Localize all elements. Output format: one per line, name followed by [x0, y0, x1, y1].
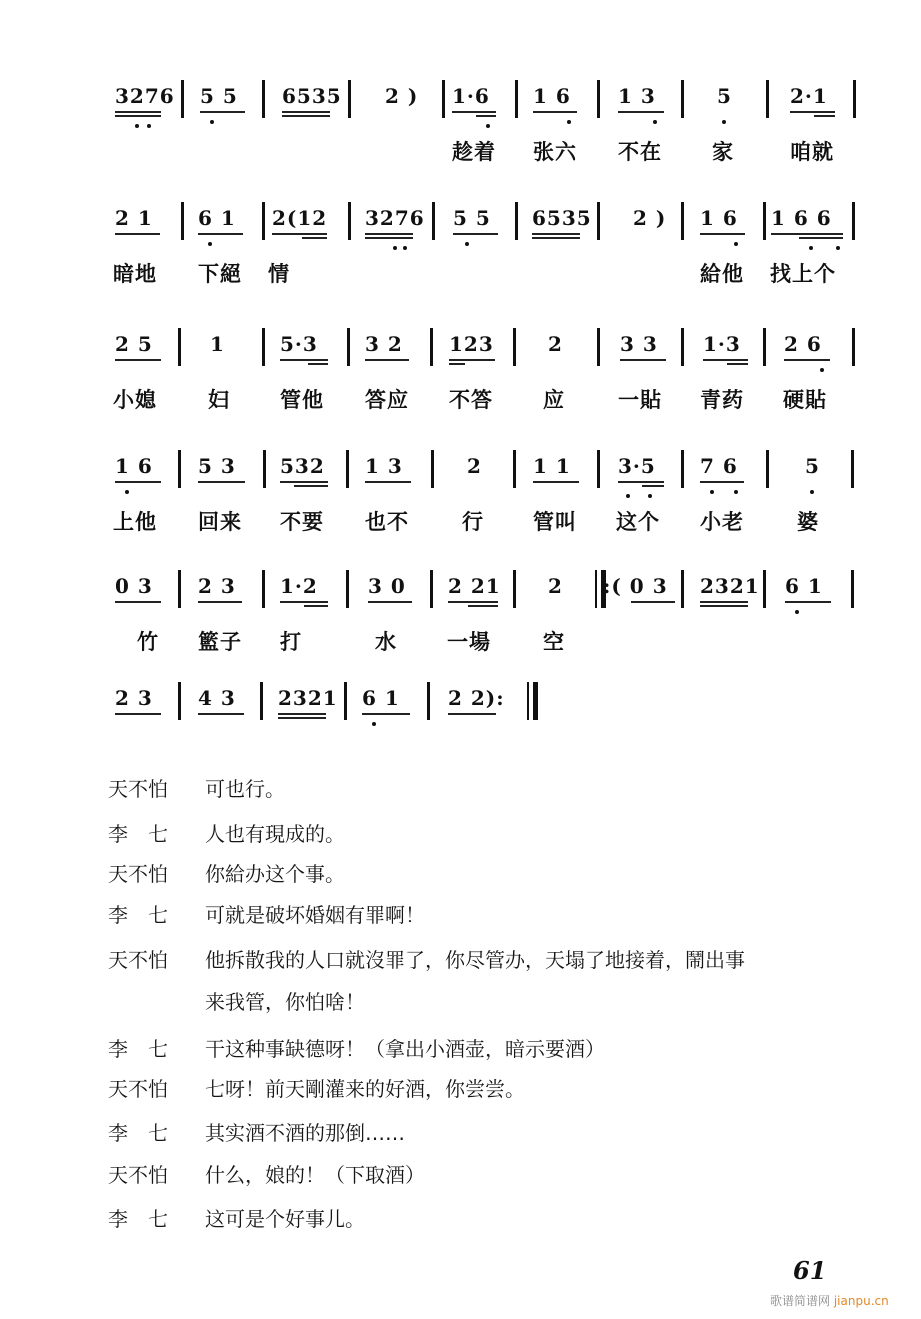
measure-notes: 5·3	[280, 332, 318, 356]
barline	[262, 328, 265, 366]
beam-underline	[700, 481, 744, 483]
beam-underline	[362, 713, 410, 715]
measure-notes: 1·6	[452, 84, 490, 108]
watermark-url: jianpu.cn	[833, 1294, 889, 1308]
measure-notes: 2 2):	[448, 686, 505, 710]
beam-underline	[198, 713, 244, 715]
barline	[852, 328, 855, 366]
measure-notes: 1 6	[115, 454, 153, 478]
lyric: 答应	[365, 388, 409, 412]
barline	[515, 202, 518, 240]
speaker-name: 天不怕	[108, 777, 168, 801]
measure-notes: 6 1	[362, 686, 400, 710]
speaker-name: 天不怕	[108, 1077, 168, 1101]
low-octave-dot	[722, 120, 726, 124]
watermark-text: 歌谱简谱网	[770, 1294, 831, 1308]
barline	[347, 328, 350, 366]
barline	[262, 202, 265, 240]
measure-notes: 2 )	[633, 206, 667, 230]
beam-underline	[198, 481, 245, 483]
beam-underline	[785, 601, 831, 603]
lyric: 也不	[365, 510, 409, 534]
low-octave-dot	[648, 494, 652, 498]
measure-notes: 2 21	[448, 574, 501, 598]
lyric: 回来	[198, 510, 242, 534]
measure-notes: 6535	[282, 84, 342, 108]
lyric: 打	[280, 630, 302, 654]
lyric: 青药	[700, 388, 744, 412]
barline	[344, 682, 347, 720]
speech-text: 干这种事缺德呀！（拿出小酒壶，暗示要酒）	[205, 1037, 605, 1061]
barline	[348, 80, 351, 118]
score-row	[0, 682, 921, 782]
lyric: 管他	[280, 388, 324, 412]
low-octave-dot	[710, 490, 714, 494]
low-octave-dot	[734, 490, 738, 494]
lyric: 竹	[137, 630, 159, 654]
barline	[852, 202, 855, 240]
measure-notes: :( 0 3	[603, 574, 668, 598]
beam-underline	[115, 713, 161, 715]
measure-notes: 532	[280, 454, 325, 478]
beam-underline	[452, 111, 496, 113]
lyric: 情	[268, 262, 290, 286]
measure-notes: 3276	[365, 206, 425, 230]
barline	[178, 682, 181, 720]
beam-underline	[365, 233, 413, 235]
barline	[763, 328, 766, 366]
beam-underline	[532, 233, 580, 235]
beam-underline	[304, 605, 328, 607]
barline	[597, 80, 600, 118]
beam-underline	[115, 481, 161, 483]
measure-notes: 1 3	[618, 84, 656, 108]
lyric: 这个	[616, 510, 660, 534]
beam-underline	[200, 111, 245, 113]
measure-notes: 1 6 6	[771, 206, 832, 230]
barline	[681, 80, 684, 118]
lyric: 咱就	[790, 140, 834, 164]
measure-notes: 3 0	[368, 574, 406, 598]
barline	[442, 80, 445, 118]
measure-notes: 1 1	[533, 454, 571, 478]
beam-underline	[700, 605, 748, 607]
measure-notes: 123	[449, 332, 494, 356]
measure-notes: 2321	[278, 686, 338, 710]
measure-notes: 1·2	[280, 574, 318, 598]
beam-underline	[533, 481, 579, 483]
low-octave-dot	[208, 242, 212, 246]
beam-underline	[115, 111, 161, 113]
barline	[262, 80, 265, 118]
beam-underline	[532, 237, 580, 239]
lyric: 不在	[618, 140, 662, 164]
speech-text: 人也有現成的。	[205, 822, 345, 846]
beam-underline	[282, 111, 330, 113]
low-octave-dot	[486, 124, 490, 128]
barline	[513, 328, 516, 366]
barline	[431, 450, 434, 488]
beam-underline	[453, 233, 498, 235]
low-octave-dot	[372, 722, 376, 726]
beam-underline	[448, 601, 498, 603]
speech-text: 来我管，你怕啥！	[205, 990, 365, 1014]
measure-notes: 2(12	[272, 206, 328, 230]
measure-notes: 3276	[115, 84, 175, 108]
watermark	[770, 1292, 889, 1309]
lyric: 应	[543, 388, 565, 412]
beam-underline	[476, 115, 496, 117]
barline	[178, 450, 181, 488]
lyric: 一場	[447, 630, 491, 654]
beam-underline	[700, 233, 745, 235]
low-octave-dot	[465, 242, 469, 246]
low-octave-dot	[403, 246, 407, 250]
measure-notes: 2	[467, 454, 482, 478]
low-octave-dot	[125, 490, 129, 494]
low-octave-dot	[147, 124, 151, 128]
speech-text: 可就是破坏婚姻有罪啊！	[205, 903, 425, 927]
beam-underline	[280, 359, 328, 361]
lyric: 婆	[797, 510, 819, 534]
measure-notes: 2	[548, 332, 563, 356]
repeat-start-barline	[595, 570, 597, 608]
barline	[181, 202, 184, 240]
lyric: 不答	[449, 388, 493, 412]
measure-notes: 3 3	[620, 332, 658, 356]
lyric: 暗地	[113, 262, 157, 286]
page-number: 61	[793, 1256, 827, 1285]
measure-notes: 1·3	[703, 332, 741, 356]
beam-underline	[308, 363, 328, 365]
measure-notes: 2 )	[385, 84, 419, 108]
beam-underline	[784, 359, 830, 361]
measure-notes: 1 3	[365, 454, 403, 478]
score-row	[0, 450, 921, 550]
barline	[763, 570, 766, 608]
lyric: 空	[543, 630, 565, 654]
measure-notes: 7 6	[700, 454, 738, 478]
barline	[262, 570, 265, 608]
low-octave-dot	[836, 246, 840, 250]
speech-text: 他拆散我的人口就沒罪了，你尽管办，天塌了地接着，鬧出事	[205, 948, 745, 972]
beam-underline	[115, 233, 160, 235]
barline	[853, 80, 856, 118]
measure-notes: 2 5	[115, 332, 153, 356]
beam-underline	[618, 481, 664, 483]
barline	[346, 450, 349, 488]
measure-notes: 0 3	[115, 574, 153, 598]
beam-underline	[618, 111, 664, 113]
lyric: 管叫	[533, 510, 577, 534]
beam-underline	[198, 601, 242, 603]
beam-underline	[365, 359, 409, 361]
low-octave-dot	[210, 120, 214, 124]
barline	[178, 328, 181, 366]
beam-underline	[198, 233, 243, 235]
barline	[432, 202, 435, 240]
measure-notes: 5	[805, 454, 820, 478]
barline	[851, 450, 854, 488]
score-row	[0, 80, 921, 180]
measure-notes: 1 6	[700, 206, 738, 230]
barline	[263, 450, 266, 488]
barline	[681, 328, 684, 366]
lyric: 趁着	[452, 140, 496, 164]
low-octave-dot	[567, 120, 571, 124]
measure-notes: 6 1	[785, 574, 823, 598]
lyric: 张六	[533, 140, 577, 164]
speaker-name: 天不怕	[108, 862, 168, 886]
lyric: 不要	[280, 510, 324, 534]
speech-text: 这可是个好事儿。	[205, 1207, 365, 1231]
barline	[427, 682, 430, 720]
speaker-name: 李 七	[108, 1207, 168, 1231]
barline	[766, 80, 769, 118]
beam-underline	[533, 111, 577, 113]
speaker-name: 天不怕	[108, 948, 168, 972]
measure-notes: 2 6	[784, 332, 822, 356]
beam-underline	[365, 237, 413, 239]
beam-underline	[282, 115, 330, 117]
low-octave-dot	[810, 490, 814, 494]
beam-underline	[449, 359, 495, 361]
barline	[597, 450, 600, 488]
score-row	[0, 570, 921, 670]
beam-underline	[115, 601, 161, 603]
beam-underline	[700, 601, 748, 603]
lyric: 硬貼	[783, 388, 827, 412]
speech-text: 你給办这个事。	[205, 862, 345, 886]
beam-underline	[368, 601, 412, 603]
beam-underline	[448, 713, 496, 715]
low-octave-dot	[809, 246, 813, 250]
beam-underline	[814, 115, 835, 117]
low-octave-dot	[135, 124, 139, 128]
beam-underline	[294, 485, 328, 487]
measure-notes: 2·1	[790, 84, 828, 108]
beam-underline	[703, 359, 748, 361]
measure-notes: 1	[210, 332, 225, 356]
low-octave-dot	[626, 494, 630, 498]
barline	[851, 570, 854, 608]
measure-notes: 4 3	[198, 686, 236, 710]
speech-text: 其实酒不酒的那倒……	[205, 1121, 405, 1145]
beam-underline	[468, 605, 498, 607]
measure-notes: 2 3	[198, 574, 236, 598]
lyric: 行	[462, 510, 484, 534]
barline	[763, 202, 766, 240]
barline	[766, 450, 769, 488]
speaker-name: 李 七	[108, 903, 168, 927]
beam-underline	[449, 363, 465, 365]
barline	[348, 202, 351, 240]
barline	[515, 80, 518, 118]
barline	[681, 450, 684, 488]
repeat-end-barline	[527, 682, 529, 720]
barline	[513, 570, 516, 608]
barline	[597, 328, 600, 366]
lyric: 小老	[700, 510, 744, 534]
beam-underline	[365, 481, 411, 483]
repeat-end-barline	[533, 682, 538, 720]
lyric: 上他	[113, 510, 157, 534]
score-row	[0, 202, 921, 302]
measure-notes: 5 3	[198, 454, 236, 478]
measure-notes: 1 6	[533, 84, 571, 108]
measure-notes: 2 1	[115, 206, 153, 230]
speech-text: 可也行。	[205, 777, 285, 801]
barline	[597, 202, 600, 240]
beam-underline	[278, 717, 326, 719]
beam-underline	[771, 233, 843, 235]
lyric: 找上个	[770, 262, 836, 286]
beam-underline	[620, 359, 666, 361]
speaker-name: 李 七	[108, 1037, 168, 1061]
measure-notes: 5	[717, 84, 732, 108]
beam-underline	[790, 111, 835, 113]
measure-notes: 3·5	[618, 454, 656, 478]
measure-notes: 5 5	[200, 84, 238, 108]
lyric: 妇	[208, 388, 230, 412]
lyric: 水	[375, 630, 397, 654]
measure-notes: 3 2	[365, 332, 403, 356]
barline	[430, 570, 433, 608]
low-octave-dot	[820, 368, 824, 372]
beam-underline	[280, 481, 328, 483]
barline	[681, 202, 684, 240]
barline	[430, 328, 433, 366]
beam-underline	[631, 601, 675, 603]
speaker-name: 李 七	[108, 1121, 168, 1145]
beam-underline	[727, 363, 748, 365]
measure-notes: 2 3	[115, 686, 153, 710]
measure-notes: 5 5	[453, 206, 491, 230]
barline	[260, 682, 263, 720]
lyric: 給他	[700, 262, 744, 286]
beam-underline	[115, 359, 161, 361]
lyric: 小媳	[113, 388, 157, 412]
barline	[681, 570, 684, 608]
beam-underline	[302, 237, 327, 239]
measure-notes: 6535	[532, 206, 592, 230]
beam-underline	[799, 237, 843, 239]
lyric: 一貼	[618, 388, 662, 412]
measure-notes: 2321	[700, 574, 760, 598]
lyric: 下絕	[198, 262, 242, 286]
speaker-name: 李 七	[108, 822, 168, 846]
barline	[513, 450, 516, 488]
beam-underline	[272, 233, 327, 235]
speech-text: 什么，娘的！（下取酒）	[205, 1163, 425, 1187]
barline	[178, 570, 181, 608]
speaker-name: 天不怕	[108, 1163, 168, 1187]
beam-underline	[280, 601, 328, 603]
measure-notes: 2	[548, 574, 563, 598]
barline	[346, 570, 349, 608]
beam-underline	[278, 713, 326, 715]
beam-underline	[642, 485, 664, 487]
measure-notes: 6 1	[198, 206, 236, 230]
low-octave-dot	[393, 246, 397, 250]
low-octave-dot	[795, 610, 799, 614]
speech-text: 七呀！前天剛灌来的好酒，你尝尝。	[205, 1077, 525, 1101]
low-octave-dot	[653, 120, 657, 124]
low-octave-dot	[734, 242, 738, 246]
beam-underline	[115, 115, 161, 117]
score-row	[0, 328, 921, 428]
lyric: 籃子	[198, 630, 242, 654]
barline	[181, 80, 184, 118]
lyric: 家	[712, 140, 734, 164]
